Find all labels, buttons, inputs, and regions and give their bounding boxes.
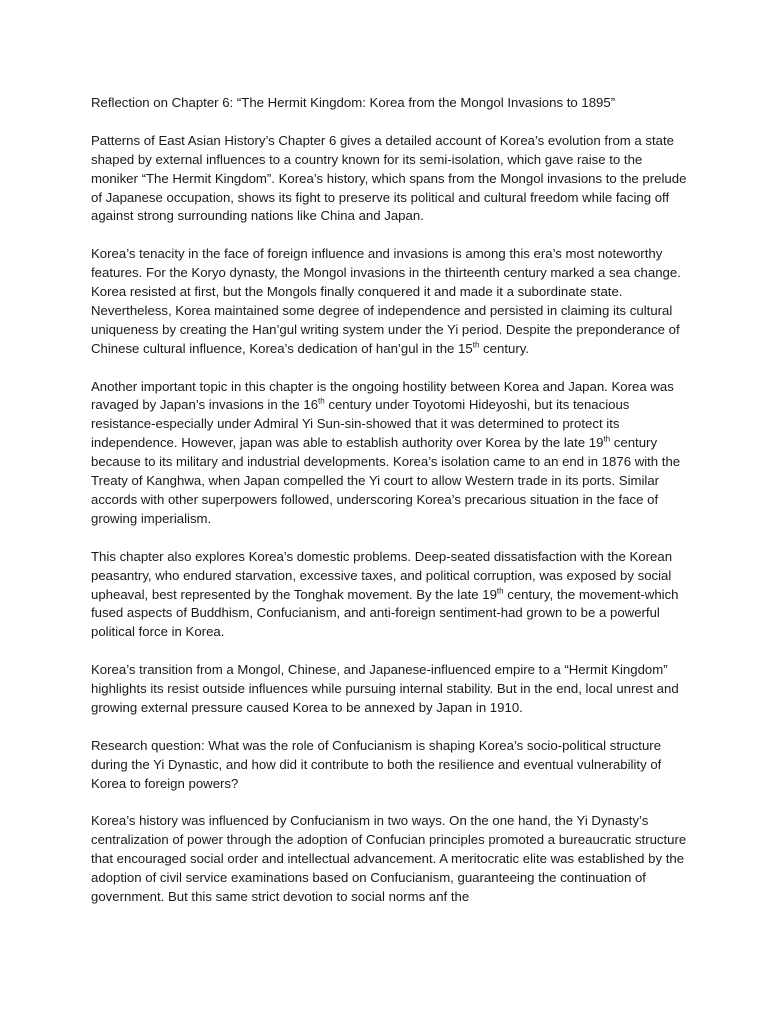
paragraph-tenacity xyxy=(91,245,691,358)
paragraph-text: century under Toyotomi Hideyoshi, but its tenacious resistance-especially under Admiral Yi Sun-sin-showed that it was determined to protect its independence. However, japan was able to establish authority over Korea by the late 19 xyxy=(91,397,630,451)
paragraph-research-question: Research question: What was the role of Confucianism is shaping Korea’s socio-political structure during the Yi Dynastic, and how did it contribute to both the resilience and eventual vulnerability of Korea to foreign powers? xyxy=(91,737,662,791)
paragraph-intro: Patterns of East Asian History’s Chapter 6 gives a detailed account of Korea’s evolution from a state shaped by external influences to a country known for its semi-isolation, which gave raise to the moniker “The Hermit Kingdom”. Korea’s history, which spans from the Mongol invasions to the prelude of Japanese occupation, shows its fight to preserve its political and cultural freedom while facing off against strong surrounding nations like China and Japan. xyxy=(91,132,687,224)
paragraph-confucianism: Korea’s history was influenced by Confucianism in two ways. On the one hand, the Yi Dynasty’s centralization of power through the adoption of Confucian principles promoted a bureaucratic structure that encouraged social order and intellectual advancement. A meritocratic elite was established by the adoption of civil service examinations based on Confucianism, guaranteeing the continuation of government. But this same strict devotion to social norms anf the xyxy=(91,813,687,904)
document-title: Reflection on Chapter 6: “The Hermit Kingdom: Korea from the Mongol Invasions to 1895” xyxy=(91,95,616,110)
paragraph-text: century because to its military and industrial developments. Korea’s isolation came to an end in 1876 with the Treaty of Kanghwa, when Japan compelled the Yi court to allow Western trade in its ports. Similar accords with other superpowers followed, underscoring Korea’s precarious situation in the face of growing imperialism. xyxy=(91,435,681,526)
paragraph-transition: Korea’s transition from a Mongol, Chinese, and Japanese-influenced empire to a “Hermit Kingdom” highlights its resist outside influences while pursuing internal stability. But in the end, local unrest and growing external pressure caused Korea to be annexed by Japan in 1910. xyxy=(91,662,679,715)
superscript-th: th xyxy=(603,434,611,444)
superscript-th: th xyxy=(472,340,480,350)
paragraph-hostility xyxy=(91,378,691,529)
superscript-th: th xyxy=(318,397,325,407)
paragraph-text: century, the movement-which fused aspects of Buddhism, Confucianism, and anti-foreign sentiment-had grown to be a powerful political force in Korea. xyxy=(91,586,679,640)
paragraph-text: century. xyxy=(479,340,529,356)
paragraph-text: Korea’s tenacity in the face of foreign influence and invasions is among this era’s most noteworthy features. For the Koryo dynasty, the Mongol invasions in the thirteenth century marked a sea change. Korea resisted at first, but the Mongols finally conquered it and made it a subordinate state. Nevertheless, Korea maintained some degree of independence and persisted in claiming its cultural uniqueness by creating the Han’gul writing system under the Yi period. Despite the preponderance of Chinese cultural influence, Korea’s dedication of han’gul in the 15 xyxy=(91,246,681,356)
document-page xyxy=(91,94,691,926)
paragraph-text: This chapter also explores Korea’s domestic problems. Deep-seated dissatisfaction with the Korean peasantry, who endured starvation, excessive taxes, and political corruption, was exposed by social upheaval, best represented by the Tonghak movement. By the late 19 xyxy=(91,548,673,602)
paragraph-domestic xyxy=(91,548,691,643)
paragraph-text: Another important topic in this chapter is the ongoing hostility between Korea and Japan. Korea was ravaged by Japan’s invasions in the 16 xyxy=(91,378,674,413)
superscript-th: th xyxy=(496,586,504,596)
